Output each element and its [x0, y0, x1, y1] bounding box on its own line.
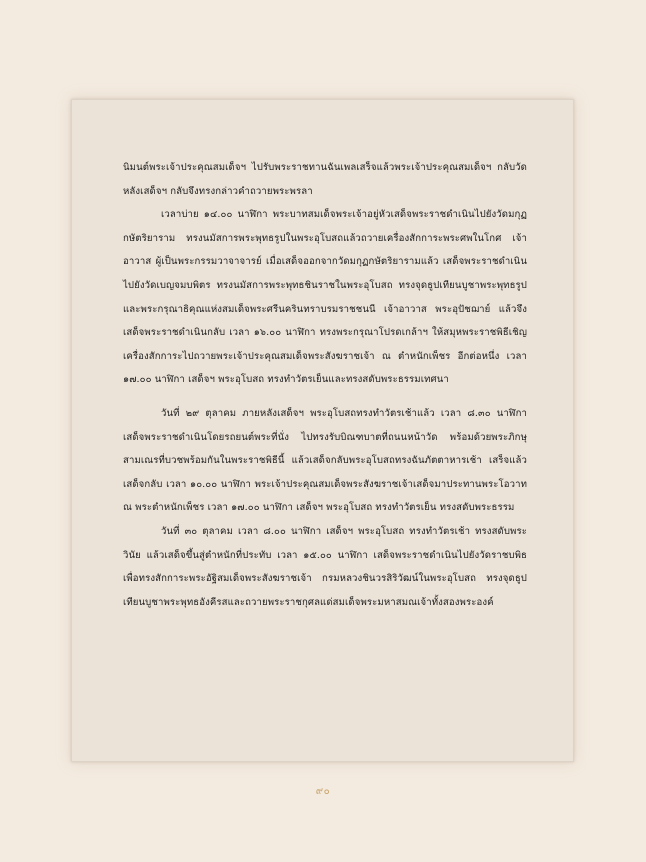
paragraph-4: วันที่ ๓๐ ตุลาคม เวลา ๘.๐๐ นาฬิกา เสด็จฯ พระอุโบสถ ทรงทำวัตรเช้า ทรงสดับพระวินัย แล้วเสด็จขึ้นสู่ตำหนักที่ประทับ เวลา ๑๕.๐๐ นาฬิกา เสด็จพระราชดำเนินไปยังวัดราชบพิธ เพื่อทรงสักการะพระอัฐิสมเด็จพระสังฆราชเจ้า กรมหลวงชินวรสิริวัฒน์ในพระอุโบสถ ทรงจุดธูปเทียนบูชาพระพุทธอังคีรสและถวายพระราชกุศลแด่สมเด็จพระมหาสมณเจ้าทั้งสองพระองค์ — [123, 525, 527, 608]
paragraph-1: นิมนต์พระเจ้าประคุณสมเด็จฯ ไปรับพระราชทานฉันเพลเสร็จแล้วพระเจ้าประคุณสมเด็จฯ กลับวัด หลังเสด็จฯ กลับจึงทรงกล่าวคำถวายพระพรลา — [123, 162, 527, 197]
page-number: ๙๐ — [315, 786, 331, 797]
body-text — [123, 156, 527, 614]
book-page — [71, 99, 574, 762]
paragraph-3: วันที่ ๒๙ ตุลาคม ภายหลังเสด็จฯ พระอุโบสถทรงทำวัตรเช้าแล้ว เวลา ๘.๓๐ นาฬิกา เสด็จพระราชดำเนินโดยรถยนต์พระที่นั่ง ไปทรงรับบิณฑบาตที่ถนนหน้าวัด พร้อมด้วยพระภิกษุสามเณรที่บวชพร้อมกันในพระราชพิธีนี้ แล้วเสด็จกลับพระอุโบสถทรงฉันภัตตาหารเช้า เสร็จแล้วเสด็จกลับ เวลา ๑๐.๐๐ นาฬิกา พระเจ้าประคุณสมเด็จพระสังฆราชเจ้าเสด็จมาประทานพระโอวาท ณ พระตำหนักเพ็ชร เวลา ๑๗.๐๐ นาฬิกา เสด็จฯ พระอุโบสถ ทรงทำวัตรเย็น ทรงสดับพระธรรม — [123, 407, 527, 514]
paragraph-2: เวลาบ่าย ๑๔.๐๐ นาฬิกา พระบาทสมเด็จพระเจ้าอยู่หัวเสด็จพระราชดำเนินไปยังวัดมกุฏกษัตริยาราม ทรงนมัสการพระพุทธรูปในพระอุโบสถแล้วถวายเครื่องสักการะพระศพในโกศ เจ้าอาวาส ผู้เป็นพระกรรมวาจาจารย์ เมื่อเสด็จออกจากวัดมกุฏกษัตริยารามแล้ว เสด็จพระราชดำเนินไปยังวัดเบญจมบพิตร ทรงนมัสการพระพุทธชินราชในพระอุโบสถ ทรงจุดธูปเทียนบูชาพระพุทธรูปและพระกรุณาธิคุณแห่งสมเด็จพระศรีนครินทราบรมราชชนนี เจ้าอาวาส พระอุปัชฌาย์ แล้วจึงเสด็จพระราชดำเนินกลับ เวลา ๑๖.๐๐ นาฬิกา ทรงพระกรุณาโปรดเกล้าฯ ให้สมุหพระราชพิธีเชิญเครื่องสักการะไปถวายพระเจ้าประคุณสมเด็จพระสังฆราชเจ้า ณ ตำหนักเพ็ชร อีกต่อหนึ่ง เวลา ๑๗.๐๐ นาฬิกา เสด็จฯ พระอุโบสถ ทรงทำวัตรเย็นและทรงสดับพระธรรมเทศนา — [123, 209, 527, 386]
